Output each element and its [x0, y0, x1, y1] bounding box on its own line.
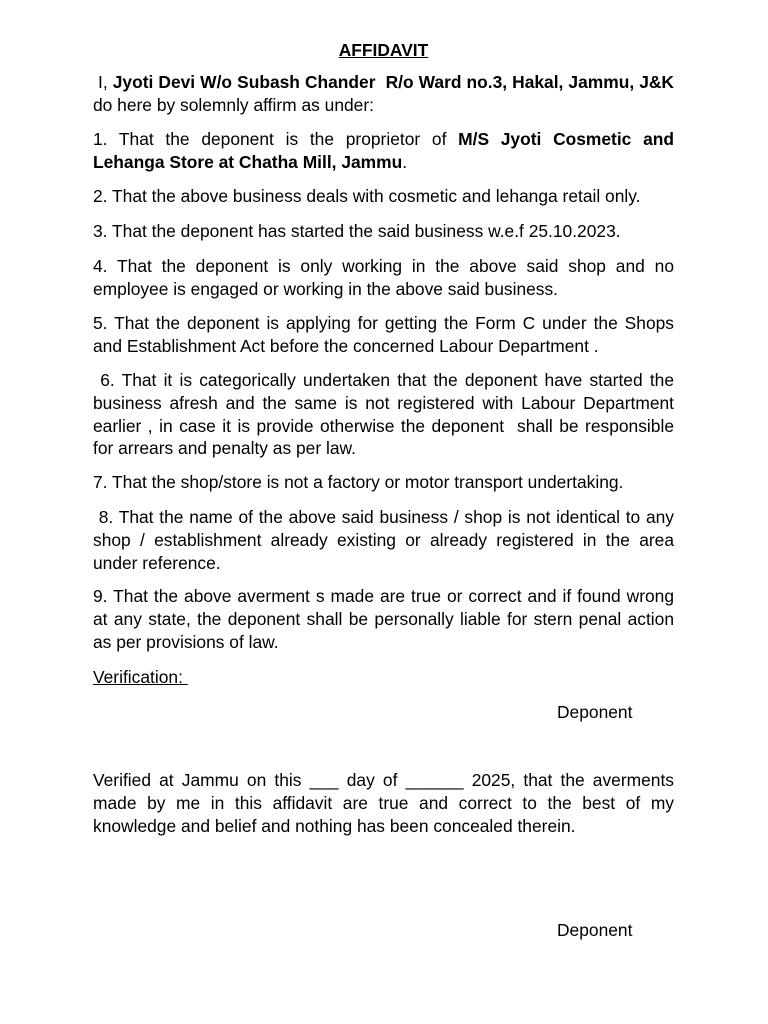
clause-1-prefix: 1. That the deponent is the proprietor of [93, 129, 459, 149]
clause-7: 7. That the shop/store is not a factory or motor transport undertaking. [93, 472, 624, 492]
clause-6: 6. That it is categorically undertaken that the deponent have started the business afresh and the same is not registered with Labour Department earlier , in case it is provide otherwise the deponent shall be responsible for arrears and penalty as per law. [93, 370, 679, 459]
document-title: AFFIDAVIT [338, 40, 429, 60]
intro-suffix: do here by solemnly affirm as under: [93, 72, 679, 115]
clause-3: 3. That the deponent has started the said business w.e.f 25.10.2023. [93, 221, 621, 241]
clause-1-suffix: . [402, 151, 408, 172]
intro-paragraph [93, 71, 679, 117]
clause-4: 4. That the deponent is only working in the above said shop and no employee is engaged or working in the above said business. [93, 256, 674, 299]
verification-paragraph: Verified at Jammu on this ___ day of ______ 2025, that the averments made by me in this affidavit are true and correct to the best of my knowledge and belief and nothing has been concealed therein. [93, 770, 674, 836]
intro-prefix: I, [93, 72, 113, 92]
clause-9: 9. That the above averment s made are true or correct and if found wrong at any state, the deponent shall be personally liable for stern penal action as per provisions of law. [93, 586, 674, 652]
clause-2: 2. That the above business deals with cosmetic and lehanga retail only. [93, 186, 641, 206]
verification-heading: Verification: [93, 667, 188, 687]
clause-1 [93, 128, 674, 174]
deponent-name: Jyoti Devi W/o Subash Chander R/o Ward no.3, Hakal, Jammu, J&K [112, 72, 674, 92]
business-name: M/S Jyoti Cosmetic and Lehanga Store at Chatha Mill, Jammu [93, 129, 674, 172]
deponent-signature-label-1: Deponent [557, 702, 633, 722]
clause-5: 5. That the deponent is applying for getting the Form C under the Shops and Establishment Act before the concerned Labour Department . [93, 313, 674, 356]
deponent-signature-label-2: Deponent [557, 920, 633, 940]
clause-8: 8. That the name of the above said business / shop is not identical to any shop / establishment already existing or already registered in the area under reference. [93, 507, 679, 573]
